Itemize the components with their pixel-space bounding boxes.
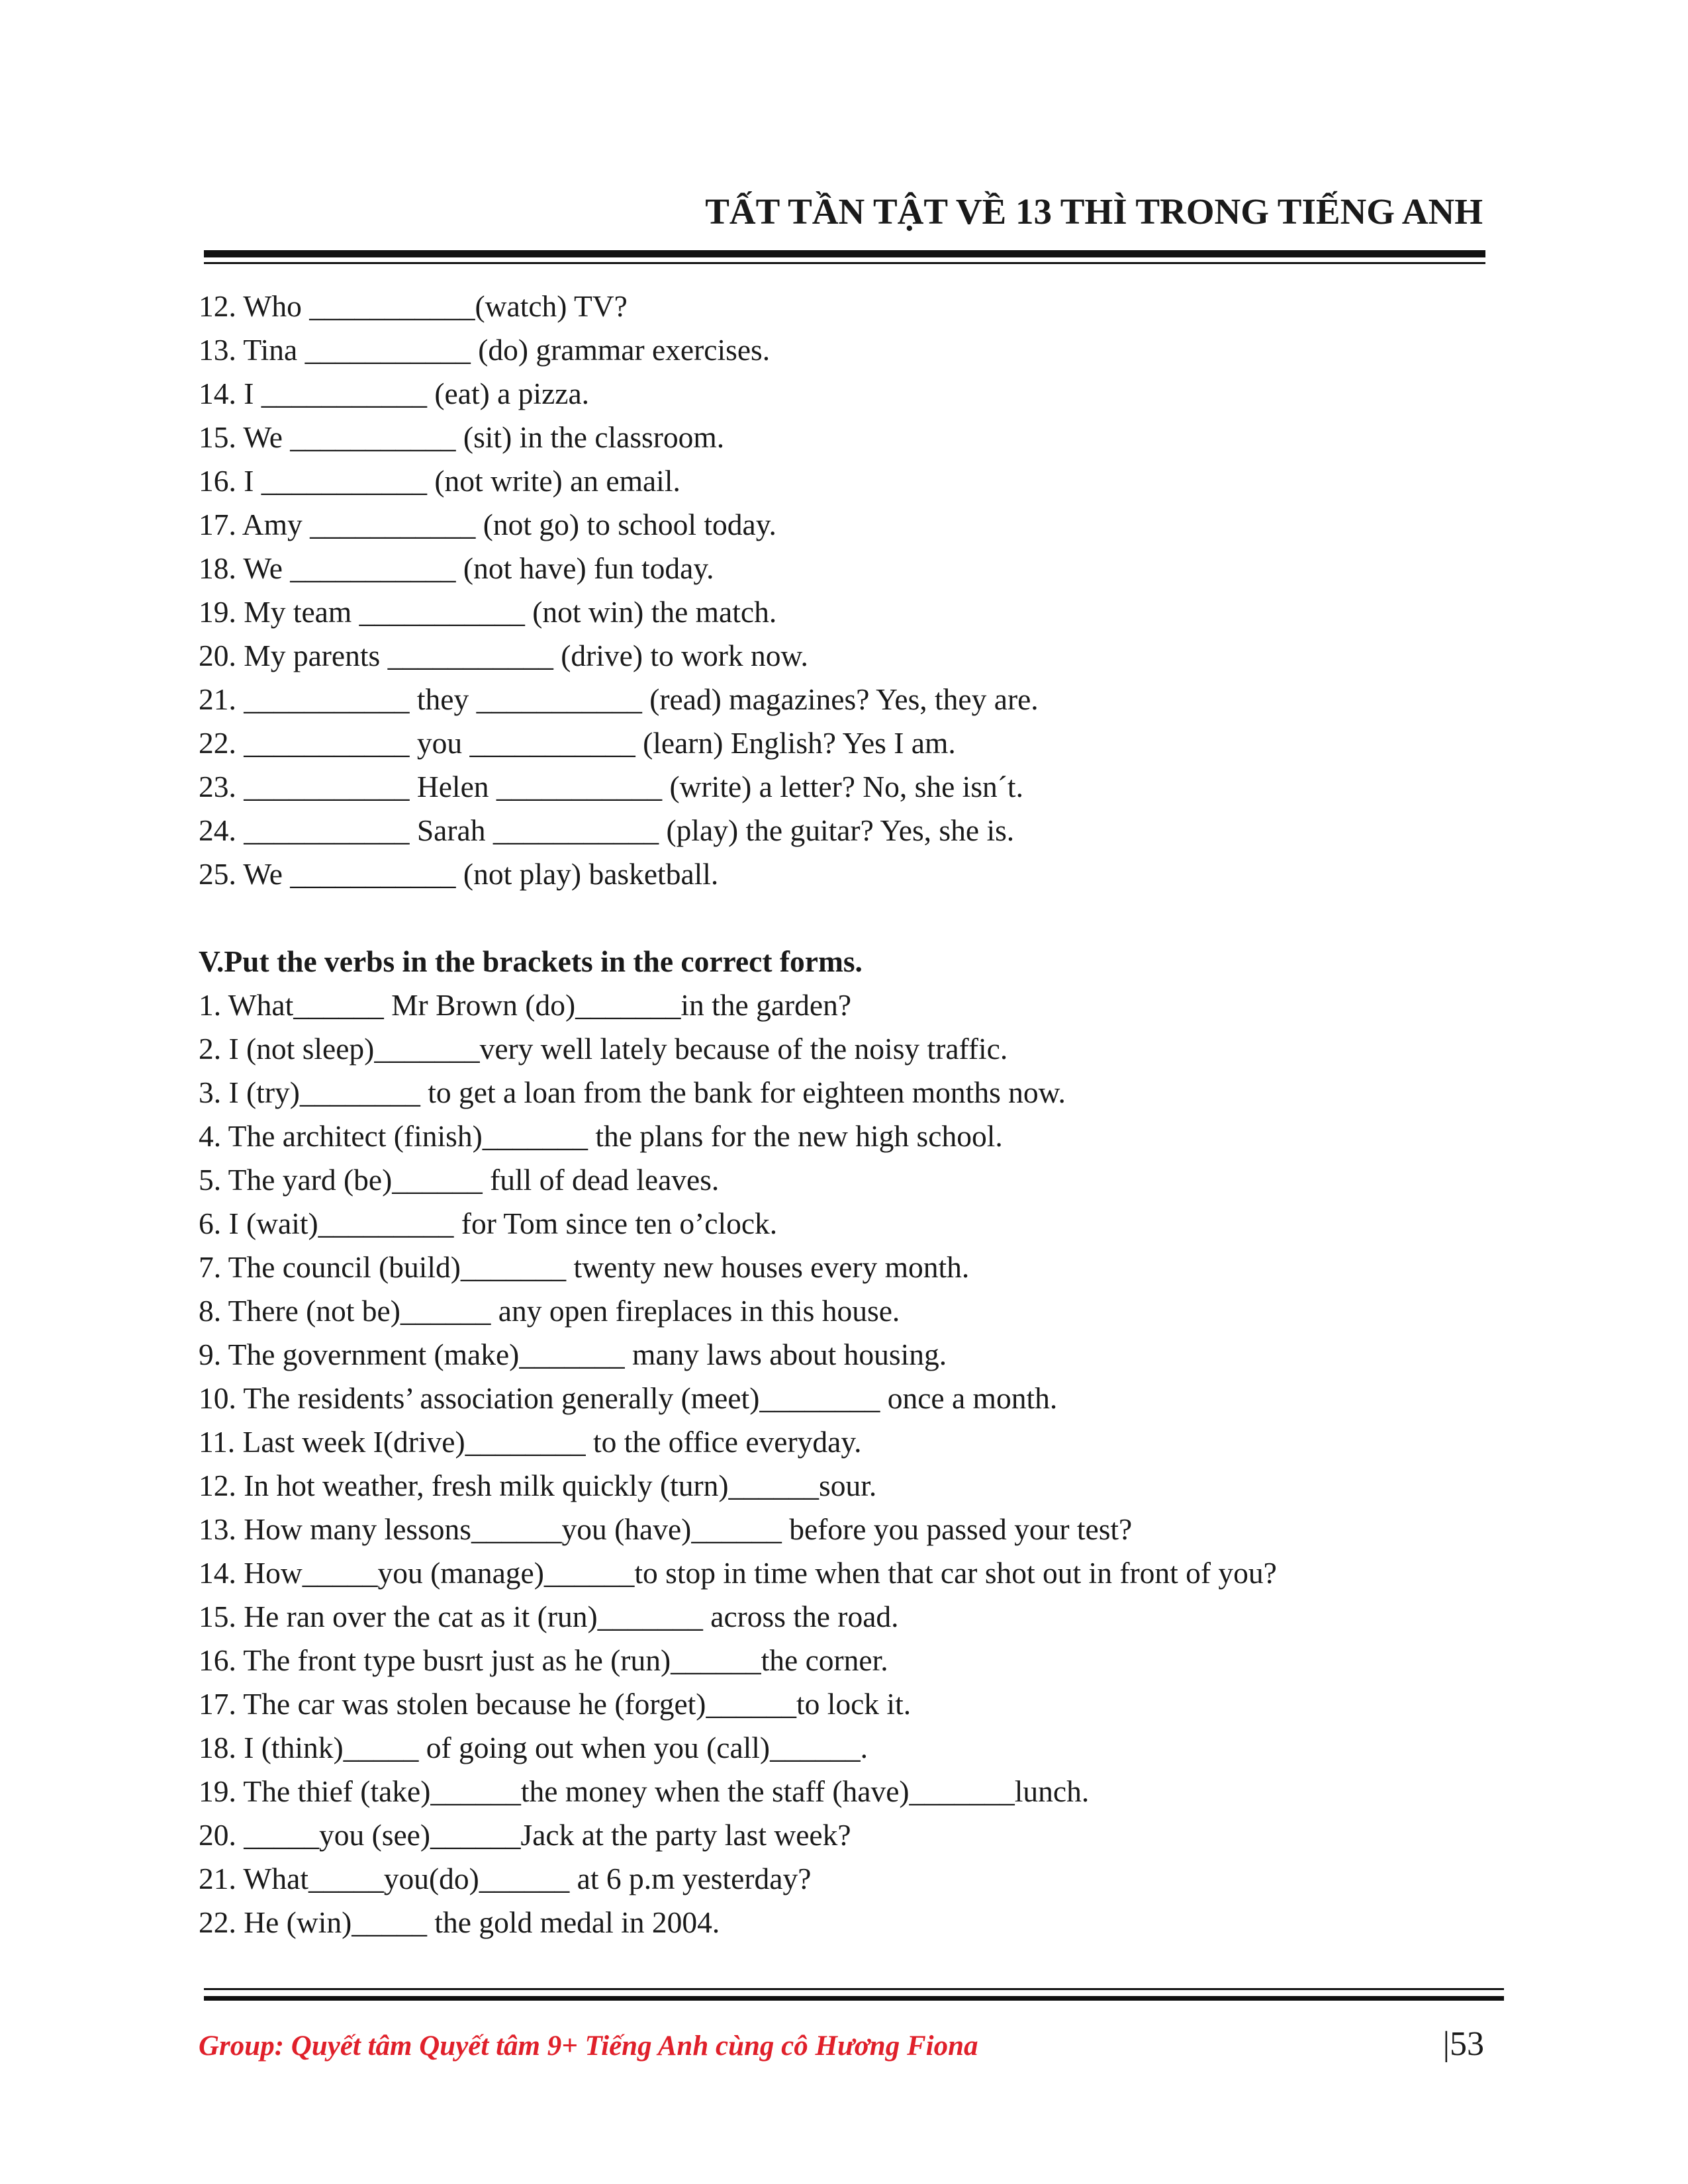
exercise-item: 12. In hot weather, fresh milk quickly (turn)______sour.	[199, 1469, 877, 1502]
exercise-item: 8. There (not be)______ any open fireplaces in this house.	[199, 1294, 900, 1328]
page-number: |53	[1442, 2025, 1484, 2063]
section-v-heading: V.Put the verbs in the brackets in the correct forms.	[199, 944, 863, 978]
exercise-item: 6. I (wait)_________ for Tom since ten o’clock.	[199, 1206, 778, 1240]
footer-rule-thick	[204, 1996, 1504, 2001]
page-header-title: TẤT TẦN TẬT VỀ 13 THÌ TRONG TIẾNG ANH	[705, 191, 1483, 232]
exercise-item: 24. ___________ Sarah ___________ (play) the guitar? Yes, she is.	[199, 813, 1015, 847]
exercise-item: 23. ___________ Helen ___________ (write) a letter? No, she isn´t.	[199, 770, 1023, 803]
exercise-item: 21. ___________ they ___________ (read) magazines? Yes, they are.	[199, 682, 1039, 716]
exercise-item: 9. The government (make)_______ many laws about housing.	[199, 1338, 947, 1371]
exercise-item: 19. My team ___________ (not win) the match.	[199, 595, 777, 629]
exercise-item: 14. I ___________ (eat) a pizza.	[199, 377, 590, 410]
exercise-item: 3. I (try)________ to get a loan from the bank for eighteen months now.	[199, 1075, 1066, 1109]
exercise-item: 4. The architect (finish)_______ the plans for the new high school.	[199, 1119, 1003, 1153]
exercise-item: 14. How_____you (manage)______to stop in time when that car shot out in front of you?	[199, 1556, 1277, 1590]
exercise-item: 12. Who ___________(watch) TV?	[199, 289, 628, 323]
section-spacer	[199, 896, 1496, 940]
exercise-item: 7. The council (build)_______ twenty new houses every month.	[199, 1250, 970, 1284]
exercise-item: 22. He (win)_____ the gold medal in 2004.	[199, 1905, 720, 1939]
header-rule-thick	[204, 250, 1485, 257]
exercise-item: 22. ___________ you ___________ (learn) English? Yes I am.	[199, 726, 956, 760]
exercise-item: 20. My parents ___________ (drive) to work now.	[199, 639, 808, 672]
footer-rule-thin	[204, 1988, 1504, 1990]
exercise-item: 15. He ran over the cat as it (run)_______ across the road.	[199, 1600, 899, 1633]
exercise-item: 17. Amy ___________ (not go) to school today.	[199, 508, 776, 541]
exercise-item: 13. Tina ___________ (do) grammar exercises.	[199, 333, 771, 367]
exercise-item: 11. Last week I(drive)________ to the office everyday.	[199, 1425, 862, 1459]
exercise-item: 1. What______ Mr Brown (do)_______in the garden?	[199, 988, 852, 1022]
exercise-item: 15. We ___________ (sit) in the classroom.	[199, 420, 725, 454]
exercise-item: 19. The thief (take)______the money when the staff (have)_______lunch.	[199, 1774, 1090, 1808]
exercise-item: 20. _____you (see)______Jack at the party last week?	[199, 1818, 851, 1852]
exercise-item: 10. The residents’ association generally (meet)________ once a month.	[199, 1381, 1058, 1415]
exercise-item: 18. We ___________ (not have) fun today.	[199, 551, 714, 585]
exercise-item: 17. The car was stolen because he (forget)______to lock it.	[199, 1687, 912, 1721]
exercise-item: 5. The yard (be)______ full of dead leaves.	[199, 1163, 720, 1197]
exercise-item: 18. I (think)_____ of going out when you (call)______.	[199, 1731, 868, 1764]
exercise-item: 2. I (not sleep)_______very well lately because of the noisy traffic.	[199, 1032, 1008, 1066]
header-rule-thin	[204, 262, 1485, 264]
exercise-item: 25. We ___________ (not play) basketball.	[199, 857, 719, 891]
exercise-item: 16. The front type busrt just as he (run)______the corner.	[199, 1643, 888, 1677]
page-content	[199, 285, 1496, 1944]
exercise-item: 16. I ___________ (not write) an email.	[199, 464, 680, 498]
exercise-item: 21. What_____you(do)______ at 6 p.m yesterday?	[199, 1862, 812, 1895]
exercise-item: 13. How many lessons______you (have)______ before you passed your test?	[199, 1512, 1133, 1546]
footer-group-text: Group: Quyết tâm Quyết tâm 9+ Tiếng Anh cùng cô Hương Fiona	[199, 2030, 978, 2062]
